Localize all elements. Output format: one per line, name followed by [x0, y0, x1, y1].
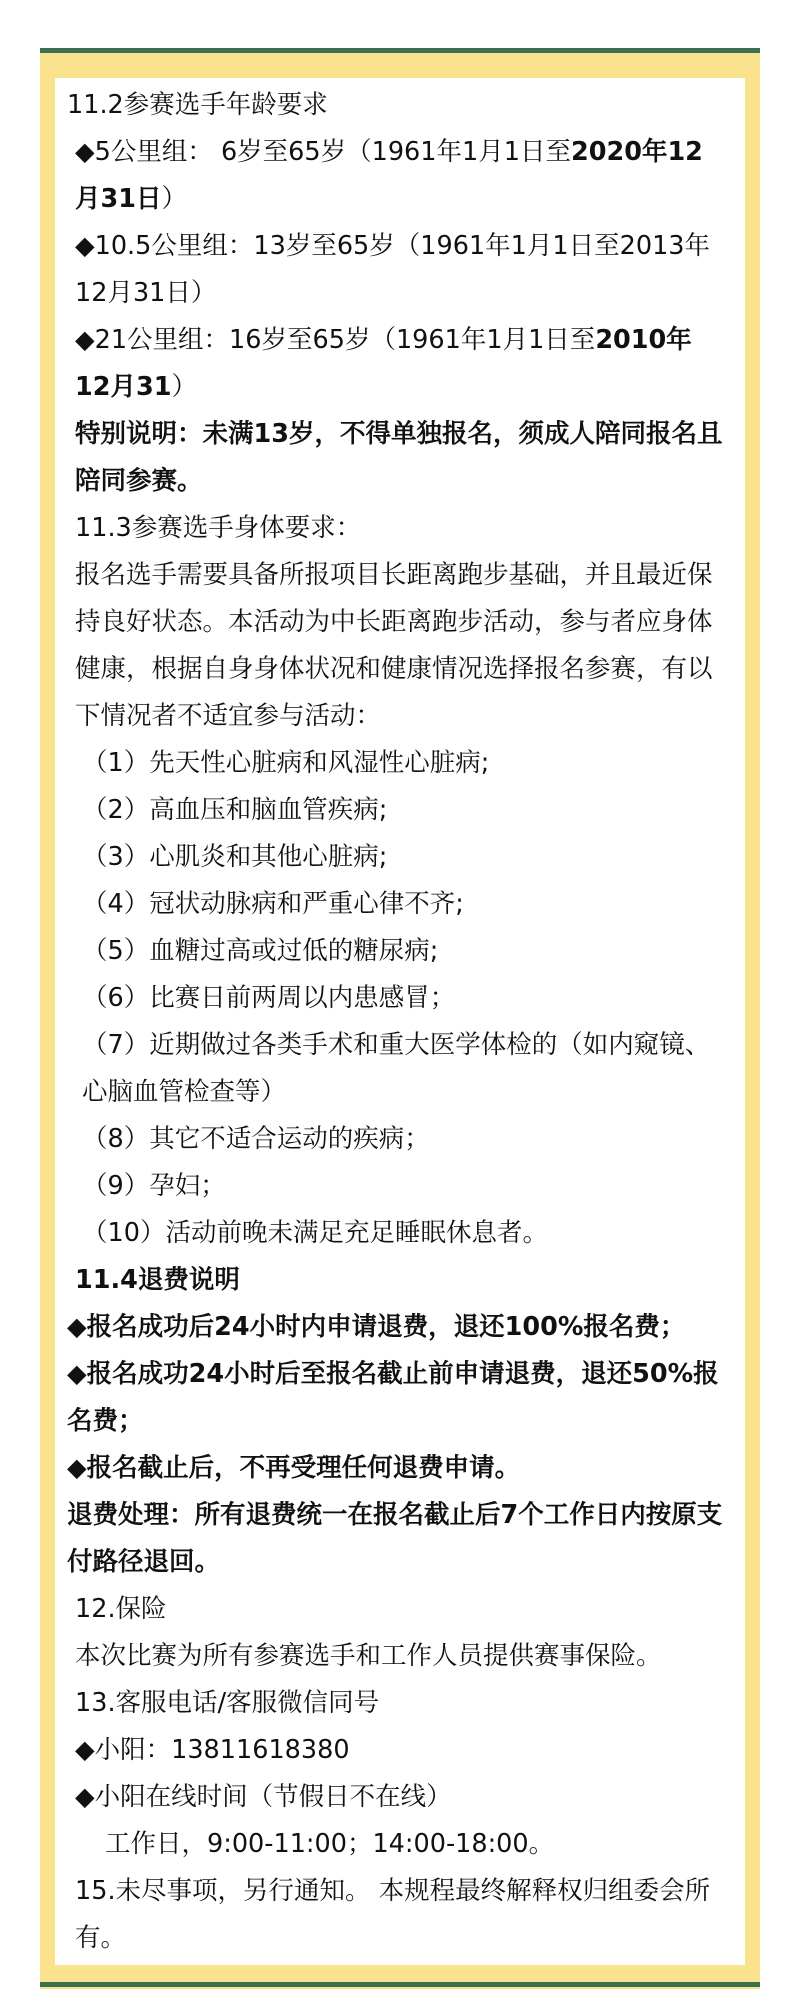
top-rule: [40, 48, 760, 53]
condition-item: （2）高血压和脑血管疾病;: [82, 795, 388, 825]
section-11-4-heading: 11.4退费说明: [75, 1265, 240, 1295]
refund-processing: 退费处理：所有退费统一在报名截止后7个工作日内按原支付路径退回。: [67, 1500, 723, 1577]
condition-item: （1）先天性心脏病和风湿性心脏病;: [82, 748, 490, 778]
insurance-text: 本次比赛为所有参赛选手和工作人员提供赛事保险。: [75, 1641, 662, 1671]
document-body: [67, 82, 727, 1962]
section-11-3-heading: 11.3参赛选手身体要求：: [75, 513, 362, 543]
refund-rule: ◆报名截止后，不再受理任何退费申请。: [67, 1453, 521, 1483]
age-21km: ◆21公里组：16岁至65岁（1961年1月1日至2010年12月31）: [75, 325, 692, 402]
refund-rule: ◆报名成功后24小时内申请退费，退还100%报名费；: [67, 1312, 686, 1342]
bottom-rule: [40, 1982, 760, 1987]
section-15-closing: 15.未尽事项，另行通知。 本规程最终解释权归组委会所有。: [75, 1876, 711, 1953]
age-10-5km: ◆10.5公里组：13岁至65岁（1961年1月1日至2013年12月31日）: [75, 231, 711, 308]
contact-hours-heading: ◆小阳在线时间（节假日不在线）: [75, 1782, 452, 1812]
refund-rule: ◆报名成功24小时后至报名截止前申请退费，退还50%报名费；: [67, 1359, 719, 1436]
special-note: 特别说明：未满13岁，不得单独报名，须成人陪同报名且陪同参赛。: [75, 419, 723, 496]
section-11-2-heading: 11.2参赛选手年龄要求: [67, 90, 328, 120]
contact-phone: ◆小阳：13811618380: [75, 1735, 350, 1765]
contact-hours: 工作日，9:00-11:00；14:00-18:00。: [105, 1829, 555, 1859]
age-5km: ◆5公里组： 6岁至65岁（1961年1月1日至2020年12月31日）: [75, 137, 703, 214]
condition-item: （8）其它不适合运动的疾病；: [82, 1124, 430, 1154]
section-13-heading: 13.客服电话/客服微信同号: [75, 1688, 380, 1718]
section-12-heading: 12.保险: [75, 1594, 167, 1624]
condition-item: （7）近期做过各类手术和重大医学体检的（如内窥镜、心脑血管检查等）: [82, 1030, 711, 1107]
condition-item: （3）心肌炎和其他心脏病;: [82, 842, 388, 872]
condition-item: （6）比赛日前两周以内患感冒；: [82, 983, 456, 1013]
health-requirement-paragraph: 报名选手需要具备所报项目长距离跑步基础，并且最近保持良好状态。本活动为中长距离跑步活动，参与者应身体健康，根据自身身体状况和健康情况选择报名参赛，有以下情况者不适宜参与活动：: [75, 560, 713, 731]
condition-item: （9）孕妇；: [82, 1171, 226, 1201]
condition-item: （5）血糖过高或过低的糖尿病;: [82, 936, 439, 966]
condition-item: （4）冠状动脉病和严重心律不齐;: [82, 889, 464, 919]
condition-item: （10）活动前晚未满足充足睡眠休息者。: [82, 1218, 548, 1248]
